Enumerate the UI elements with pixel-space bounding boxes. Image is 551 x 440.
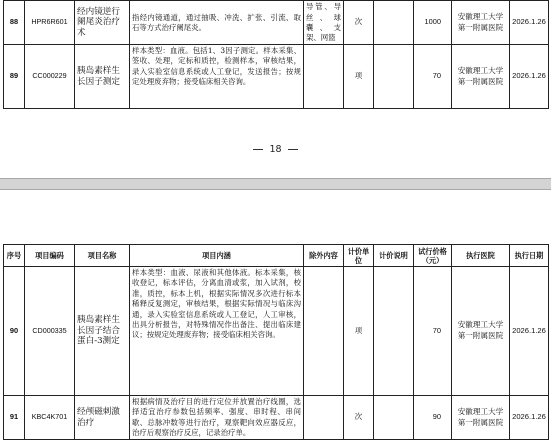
page-number-text: 18: [269, 144, 282, 155]
table-row: [4, 1, 549, 45]
item-note: [374, 45, 414, 109]
fee-table: [3, 244, 549, 440]
item-price: 70: [414, 267, 452, 396]
item-unit: 项: [344, 45, 374, 109]
item-content: 样本类型：血液。包括1、3因子测定。样本采集、签收、处理，定标和质控，检测样本，审核结果，录入实验室信息系统或人工登记，发送报告；按规定处理废弃物；接受临床相关咨询。: [130, 45, 304, 109]
item-note: [374, 267, 414, 396]
item-hospital: 安徽理工大学第一附属医院: [452, 267, 510, 396]
item-hospital: 安徽理工大学第一附属医院: [452, 45, 510, 109]
item-name: 胰岛素样生长因子测定: [75, 45, 130, 109]
header-no: 序号: [4, 245, 25, 267]
item-exclusions: [304, 267, 344, 396]
header-note: 计价说明: [374, 245, 414, 267]
item-code: CC000229: [25, 45, 75, 109]
header-date: 执行日期: [510, 245, 549, 267]
item-name: 经颅磁刺激治疗: [75, 396, 130, 440]
item-name: 经内镜逆行阑尾炎治疗术: [75, 1, 130, 45]
item-date: 2026.1.26: [510, 396, 549, 440]
item-exclusions: [304, 396, 344, 440]
row-number: 90: [4, 267, 25, 396]
item-content: 根据病情及治疗目的进行定位并放置治疗线圈，选择适宜治疗参数包括频率、强度、串时程、串间歇、总脉冲数等进行治疗，观察靶向效应器反应，治疗后观察治疗反应，记录治疗单。: [130, 396, 304, 440]
item-date: 2026.1.26: [510, 267, 549, 396]
item-code: HPR6R601: [25, 1, 75, 45]
header-exclusions: 除外内容: [304, 245, 344, 267]
row-number: 88: [4, 1, 25, 45]
item-note: [374, 1, 414, 45]
header-content: 项目内涵: [130, 245, 304, 267]
page-separator: [0, 178, 551, 190]
item-price: 1000: [414, 1, 452, 45]
header-name: 项目名称: [75, 245, 130, 267]
header-unit: 计价单位: [344, 245, 374, 267]
item-unit: 次: [344, 1, 374, 45]
header-hospital: 执行医院: [452, 245, 510, 267]
page-number: [0, 144, 551, 155]
row-number: 91: [4, 396, 25, 440]
item-price: 70: [414, 45, 452, 109]
dash-left: [253, 149, 263, 150]
item-unit: 次: [344, 396, 374, 440]
item-date: 2026.1.26: [510, 45, 549, 109]
item-code: CD000335: [25, 267, 75, 396]
item-price: 90: [414, 396, 452, 440]
table-header: [4, 245, 549, 267]
header-price: 试行价格（元）: [414, 245, 452, 267]
fee-table-continued: [3, 0, 549, 109]
table-row: [4, 396, 549, 440]
header-code: 项目编码: [25, 245, 75, 267]
item-unit: 项: [344, 267, 374, 396]
item-content: 样本类型：血液、尿液和其他体液。标本采集，核收登记，标本评估，分离血清或浆，加入试剂，校准，质控，标本上机，根据实际情况多次进行标本稀释反复测定，审核结果，根据实际情况与临床沟通，录入实验室信息系统或人工登记，人工审核，出具分析报告，对特殊情况作出备注、提出临床建议；按规定处理废弃物；接受临床相关咨询。: [130, 267, 304, 396]
item-hospital: 安徽理工大学第一附属医院: [452, 396, 510, 440]
item-hospital: 安徽理工大学第一附属医院: [452, 1, 510, 45]
item-exclusions: [304, 45, 344, 109]
table-row: [4, 267, 549, 396]
item-content: 指经内镜通道，通过抽吸、冲洗、扩张、引流、取石等方式治疗阑尾炎。: [130, 1, 304, 45]
item-note: [374, 396, 414, 440]
item-date: 2026.1.26: [510, 1, 549, 45]
page-19: [0, 190, 551, 436]
item-exclusions: 导管、导丝、球囊、支架、网篮: [304, 1, 344, 45]
item-code: KBC4K701: [25, 396, 75, 440]
page-18: [0, 0, 551, 178]
item-name: 胰岛素样生长因子结合蛋白-3测定: [75, 267, 130, 396]
table-row: [4, 45, 549, 109]
dash-right: [288, 149, 298, 150]
row-number: 89: [4, 45, 25, 109]
